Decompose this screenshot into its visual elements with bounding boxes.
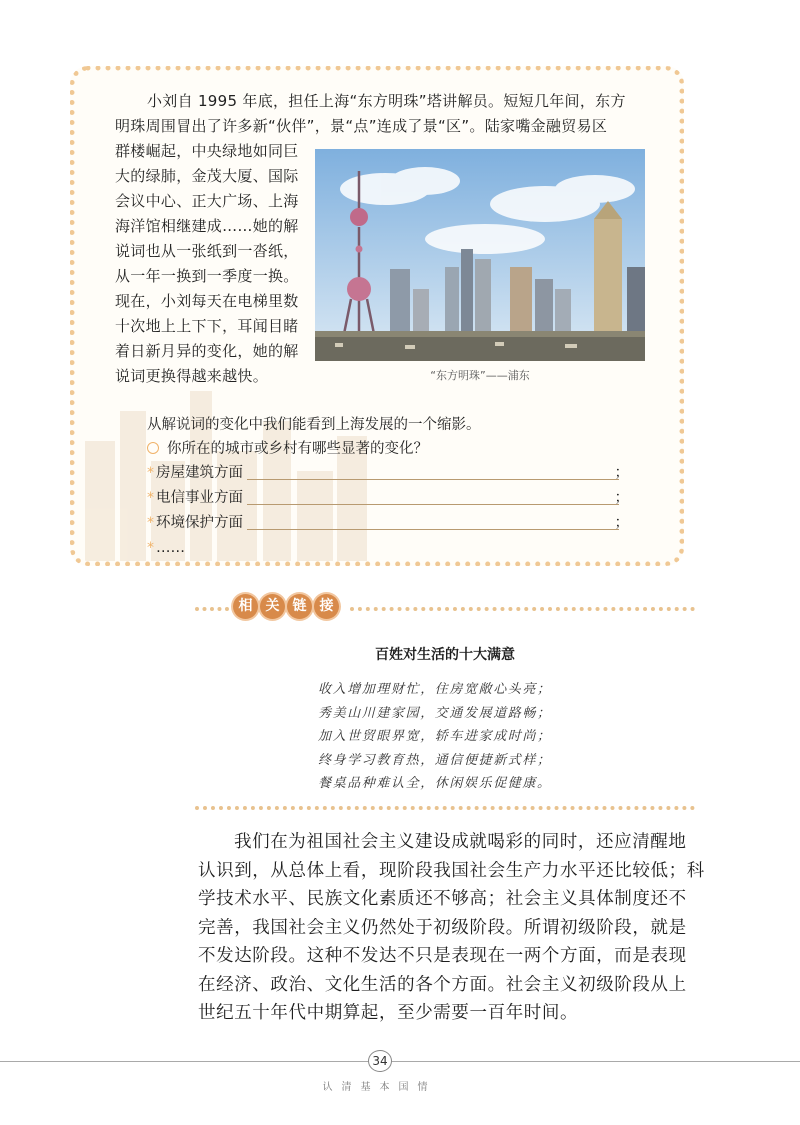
dotted-divider bbox=[350, 607, 695, 611]
question-item-label: 环境保护方面 bbox=[156, 515, 243, 531]
question-item bbox=[147, 536, 647, 561]
question-item-label: 电信事业方面 bbox=[156, 490, 243, 506]
story-line: 海洋馆相继建成……她的解 bbox=[115, 217, 299, 235]
question-item-end: ； bbox=[614, 465, 629, 481]
main-paragraph bbox=[198, 828, 705, 1028]
answer-blank-line[interactable] bbox=[247, 479, 619, 480]
question-item bbox=[147, 486, 647, 511]
star-bullet-icon: * bbox=[147, 540, 154, 556]
paragraph-line: 世纪五十年代中期算起，至少需要一百年时间。 bbox=[198, 1003, 579, 1023]
poem-title: 百姓对生活的十大满意 bbox=[375, 647, 515, 663]
badge-char: 接 bbox=[314, 594, 339, 619]
story-line: 从一年一换到一季度一换。 bbox=[115, 267, 299, 285]
question-item-end: ； bbox=[614, 515, 629, 531]
question-item bbox=[147, 461, 647, 486]
paragraph-line: 完善，我国社会主义仍然处于初级阶段。所谓初级阶段，就是 bbox=[198, 917, 687, 938]
star-bullet-icon: * bbox=[147, 465, 154, 481]
badge-char: 相 bbox=[233, 594, 258, 619]
badge-char: 关 bbox=[260, 594, 285, 619]
story-line: 十次地上上下下，耳闻目睹 bbox=[115, 317, 299, 335]
story-line: 小刘自 1995 年底，担任上海“东方明珠”塔讲解员。短短几年间，东方 bbox=[147, 92, 626, 110]
answer-blank-line[interactable] bbox=[247, 504, 619, 505]
question-item-label: …… bbox=[156, 540, 185, 556]
story-line: 着日新月异的变化，她的解 bbox=[115, 342, 299, 360]
paragraph-line: 我们在为祖国社会主义建设成就喝彩的同时，还应清醒地 bbox=[234, 832, 687, 852]
question-item-label: 房屋建筑方面 bbox=[156, 465, 243, 481]
question-main bbox=[147, 437, 647, 461]
footer-rule bbox=[0, 1061, 800, 1062]
question-intro: 从解说词的变化中我们能看到上海发展的一个缩影。 bbox=[147, 417, 481, 433]
book-title: 认清基本国情 bbox=[322, 1082, 437, 1093]
circle-bullet-icon bbox=[147, 442, 159, 454]
poem-line: 终身学习教育热，通信便捷新式样； bbox=[318, 752, 552, 768]
poem bbox=[318, 678, 618, 796]
question-item bbox=[147, 511, 647, 536]
poem-line: 收入增加理财忙，住房宽敞心头亮； bbox=[318, 682, 552, 697]
dotted-divider bbox=[195, 607, 229, 611]
dotted-divider bbox=[195, 806, 695, 810]
question-main-text: 你所在的城市或乡村有哪些显著的变化？ bbox=[167, 441, 428, 457]
paragraph-line: 学技术水平、民族文化素质还不够高；社会主义具体制度还不 bbox=[198, 889, 687, 909]
paragraph-line: 在经济、政治、文化生活的各个方面。社会主义初级阶段从上 bbox=[198, 974, 687, 995]
paragraph-line: 认识到，从总体上看，现阶段我国社会生产力水平还比较低；科 bbox=[198, 860, 705, 881]
star-bullet-icon: * bbox=[147, 515, 154, 531]
page-number: 34 bbox=[368, 1050, 392, 1072]
paragraph-line: 不发达阶段。这种不发达不只是表现在一两个方面，而是表现 bbox=[198, 946, 687, 966]
star-bullet-icon: * bbox=[147, 490, 154, 506]
photo-caption: “东方明珠”——浦东 bbox=[430, 369, 530, 382]
story-line: 说词也从一张纸到一沓纸， bbox=[115, 242, 299, 260]
story-line: 明珠周围冒出了许多新“伙伴”，景“点”连成了景“区”。陆家嘴金融贸易区 bbox=[115, 117, 608, 135]
poem-line: 加入世贸眼界宽，轿车进家成时尚； bbox=[318, 729, 552, 744]
answer-blank-line[interactable] bbox=[247, 529, 619, 530]
question-block bbox=[147, 413, 647, 561]
story-line: 群楼崛起，中央绿地如同巨 bbox=[115, 142, 299, 160]
question-item-end: ； bbox=[614, 490, 629, 506]
story-line: 现在，小刘每天在电梯里数 bbox=[115, 292, 299, 310]
poem-line: 秀美山川建家园，交通发展道路畅； bbox=[318, 705, 552, 721]
story-line: 大的绿肺，金茂大厦、国际 bbox=[115, 167, 299, 185]
poem-line: 餐桌品种难认全，休闲娱乐促健康。 bbox=[318, 776, 552, 791]
related-links-header bbox=[195, 594, 695, 624]
pudong-skyline-photo bbox=[315, 149, 645, 361]
related-links-badges bbox=[233, 594, 341, 624]
badge-char: 链 bbox=[287, 594, 312, 619]
story-line: 说词更换得越来越快。 bbox=[115, 367, 269, 385]
story-line: 会议中心、正大广场、上海 bbox=[115, 192, 299, 210]
story-box bbox=[70, 66, 684, 566]
